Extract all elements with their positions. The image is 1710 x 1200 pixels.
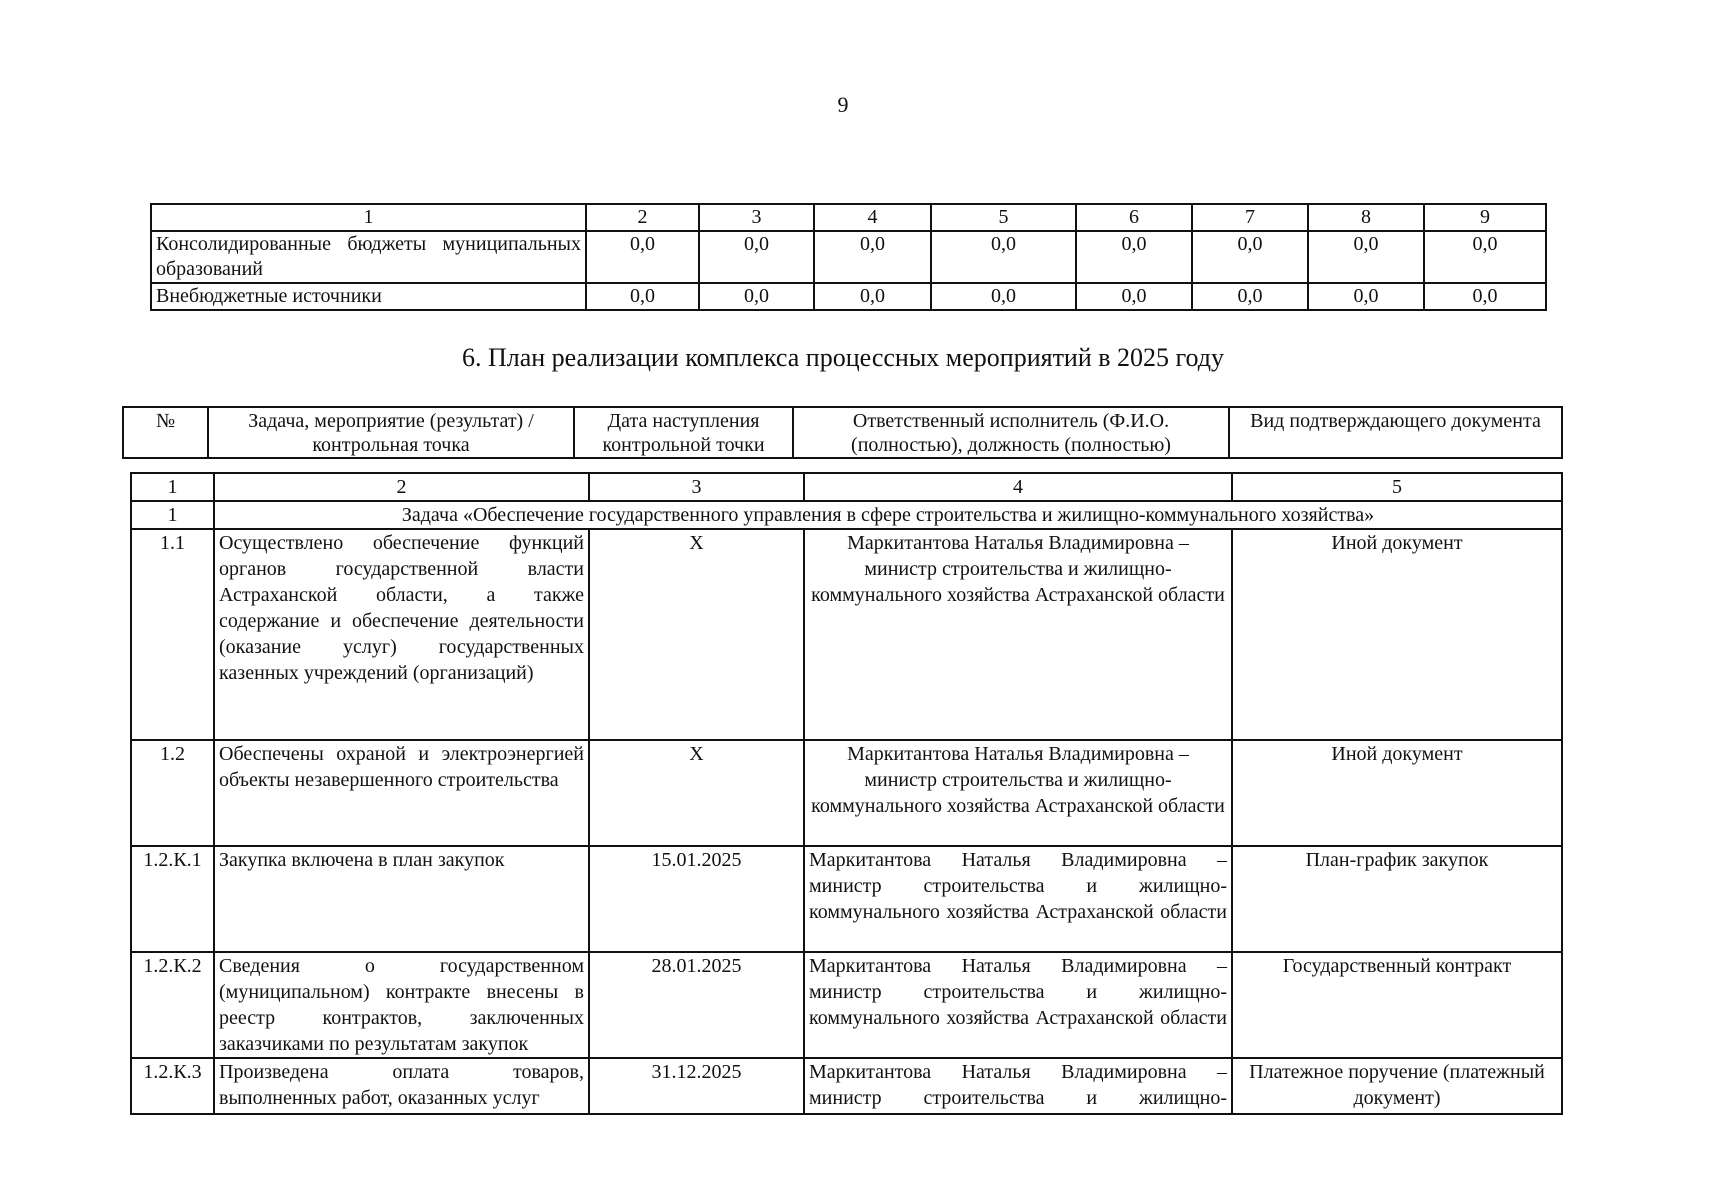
row-date: 31.12.2025 — [589, 1058, 804, 1114]
task-row — [131, 501, 1562, 529]
row-number: 1.2 — [131, 740, 214, 846]
funding-value: 0,0 — [931, 231, 1076, 283]
plan-number-cell: 4 — [804, 473, 1232, 501]
plan-header-row — [123, 407, 1562, 458]
row-name: Произведена оплата товаров, выполненных работ, оказанных услуг — [214, 1058, 589, 1114]
funding-value: 0,0 — [586, 231, 699, 283]
funding-header-cell: 1 — [151, 204, 586, 231]
plan-header-cell: Задача, мероприятие (результат) / контрольная точка — [208, 407, 574, 458]
row-executor: Маркитантова Наталья Владимировна – министр строительства и жилищно-коммунального хозяйства Астраханской области — [804, 529, 1232, 740]
row-date: X — [589, 529, 804, 740]
plan-row — [131, 529, 1562, 740]
plan-row — [131, 846, 1562, 952]
funding-value: 0,0 — [1192, 283, 1308, 310]
funding-header-cell: 8 — [1308, 204, 1424, 231]
funding-table — [150, 203, 1547, 311]
funding-header-cell: 4 — [814, 204, 931, 231]
plan-row — [131, 952, 1562, 1058]
funding-value: 0,0 — [814, 283, 931, 310]
funding-value: 0,0 — [1424, 231, 1546, 283]
row-number: 1.2.К.1 — [131, 846, 214, 952]
funding-row-label: Внебюджетные источники — [151, 283, 586, 310]
funding-value: 0,0 — [1308, 283, 1424, 310]
row-date: 15.01.2025 — [589, 846, 804, 952]
funding-value: 0,0 — [699, 283, 814, 310]
plan-number-cell: 1 — [131, 473, 214, 501]
row-date: X — [589, 740, 804, 846]
row-number: 1.2.К.3 — [131, 1058, 214, 1114]
plan-numbers-row — [131, 473, 1562, 501]
plan-number-cell: 2 — [214, 473, 589, 501]
funding-header-cell: 7 — [1192, 204, 1308, 231]
plan-header-cell: № — [123, 407, 208, 458]
plan-header-table — [122, 406, 1563, 459]
page-number: 9 — [837, 92, 849, 117]
funding-header-cell: 5 — [931, 204, 1076, 231]
funding-header-row — [151, 204, 1546, 231]
plan-header-cell: Дата наступления контрольной точки — [574, 407, 793, 458]
row-name: Обеспечены охраной и электроэнергией объекты незавершенного строительства — [214, 740, 589, 846]
funding-value: 0,0 — [586, 283, 699, 310]
plan-header-cell: Ответственный исполнитель (Ф.И.О. (полностью), должность (полностью) — [793, 407, 1229, 458]
row-document: Иной документ — [1232, 740, 1562, 846]
row-executor: Маркитантова Наталья Владимировна – министр строительства и жилищно-коммунального хозяйства Астраханской области — [804, 846, 1232, 952]
funding-value: 0,0 — [699, 231, 814, 283]
funding-header-cell: 3 — [699, 204, 814, 231]
funding-row — [151, 231, 1546, 283]
task-title: Задача «Обеспечение государственного управления в сфере строительства и жилищно-коммунального хозяйства» — [214, 501, 1562, 529]
row-number: 1.1 — [131, 529, 214, 740]
funding-value: 0,0 — [1076, 283, 1192, 310]
plan-row — [131, 740, 1562, 846]
row-document: Иной документ — [1232, 529, 1562, 740]
row-name: Закупка включена в план закупок — [214, 846, 589, 952]
plan-row — [131, 1058, 1562, 1114]
plan-number-cell: 5 — [1232, 473, 1562, 501]
funding-row-label: Консолидированные бюджеты муниципальных образований — [151, 231, 586, 283]
plan-header-cell: Вид подтверждающего документа — [1229, 407, 1562, 458]
funding-header-cell: 2 — [586, 204, 699, 231]
funding-value: 0,0 — [814, 231, 931, 283]
row-executor: Маркитантова Наталья Владимировна – министр строительства и жилищно- — [804, 1058, 1232, 1114]
funding-row — [151, 283, 1546, 310]
row-executor: Маркитантова Наталья Владимировна – министр строительства и жилищно-коммунального хозяйства Астраханской области — [804, 740, 1232, 846]
task-number: 1 — [131, 501, 214, 529]
funding-value: 0,0 — [931, 283, 1076, 310]
row-executor: Маркитантова Наталья Владимировна – министр строительства и жилищно-коммунального хозяйства Астраханской области — [804, 952, 1232, 1058]
funding-header-cell: 9 — [1424, 204, 1546, 231]
row-document: Государственный контракт — [1232, 952, 1562, 1058]
row-number: 1.2.К.2 — [131, 952, 214, 1058]
funding-value: 0,0 — [1308, 231, 1424, 283]
row-name: Сведения о государственном (муниципальном) контракте внесены в реестр контрактов, заключенных заказчиками по результатам закупок — [214, 952, 589, 1058]
row-date: 28.01.2025 — [589, 952, 804, 1058]
funding-value: 0,0 — [1076, 231, 1192, 283]
row-document: План-график закупок — [1232, 846, 1562, 952]
row-document: Платежное поручение (платежный документ) — [1232, 1058, 1562, 1114]
funding-value: 0,0 — [1424, 283, 1546, 310]
plan-number-cell: 3 — [589, 473, 804, 501]
funding-value: 0,0 — [1192, 231, 1308, 283]
plan-table — [130, 472, 1563, 1115]
funding-header-cell: 6 — [1076, 204, 1192, 231]
section-title: 6. План реализации комплекса процессных мероприятий в 2025 году — [461, 343, 1225, 372]
row-name: Осуществлено обеспечение функций органов государственной власти Астраханской области, а также содержание и обеспечение деятельности (оказание услуг) государственных казенных учреждений (организаций) — [214, 529, 589, 740]
